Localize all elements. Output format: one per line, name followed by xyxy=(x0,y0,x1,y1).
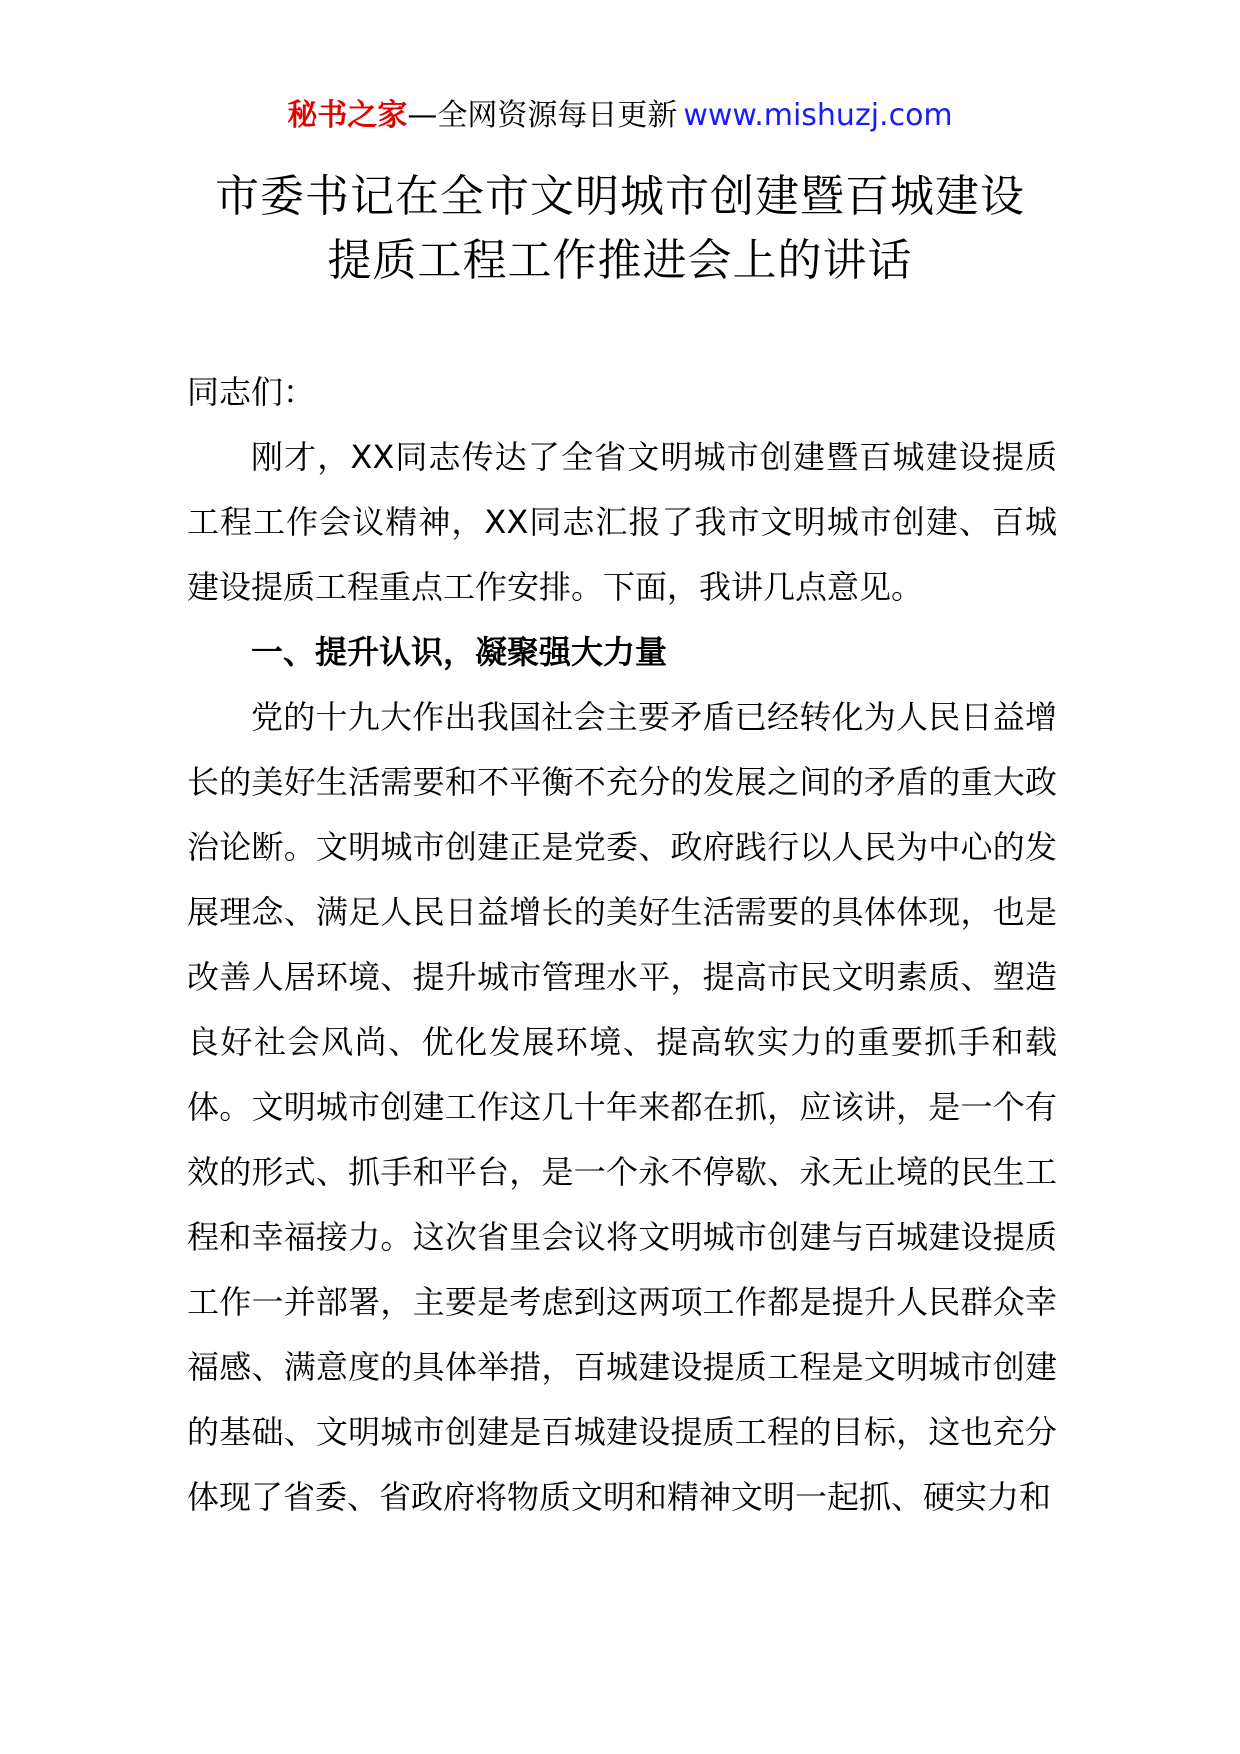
section-heading-1: 一、提升认识，凝聚强大力量 xyxy=(251,633,668,671)
salutation: 同志们： xyxy=(187,373,316,411)
intro-paragraph: 刚才，XX同志传达了全省文明城市创建暨百城建设提质工程工作会议精神，XX同志汇报了我市文明城市创建、百城建设提质工程重点工作安排。下面，我讲几点意见。 xyxy=(187,438,1057,606)
site-tagline: —全网资源每日更新 xyxy=(407,98,678,133)
title-line-1: 市委书记在全市文明城市创建暨百城建设 xyxy=(215,171,1025,222)
document-body xyxy=(187,360,1057,1530)
section-1-paragraph: 党的十九大作出我国社会主要矛盾已经转化为人民日益增长的美好生活需要和不平衡不充分的发展之间的矛盾的重大政治论断。文明城市创建正是党委、政府践行以人民为中心的发展理念、满足人民日益增长的美好生活需要的具体体现，也是改善人居环境、提升城市管理水平，提高市民文明素质、塑造良好社会风尚、优化发展环境、提高软实力的重要抓手和载体。文明城市创建工作这几十年来都在抓，应该讲，是一个有效的形式、抓手和平台，是一个永不停歇、永无止境的民生工程和幸福接力。这次省里会议将文明城市创建与百城建设提质工作一并部署，主要是考虑到这两项工作都是提升人民群众幸福感、满意度的具体举措，百城建设提质工程是文明城市创建的基础、文明城市创建是百城建设提质工程的目标，这也充分体现了省委、省政府将物质文明和精神文明一起抓、硬实力和 xyxy=(187,698,1057,1516)
site-brand-name: 秘书之家 xyxy=(287,98,408,133)
document-title xyxy=(100,165,1140,293)
title-line-2: 提质工程工作推进会上的讲话 xyxy=(327,235,913,286)
site-banner xyxy=(0,96,1240,136)
site-url-link[interactable]: www.mishuzj.com xyxy=(683,98,953,133)
